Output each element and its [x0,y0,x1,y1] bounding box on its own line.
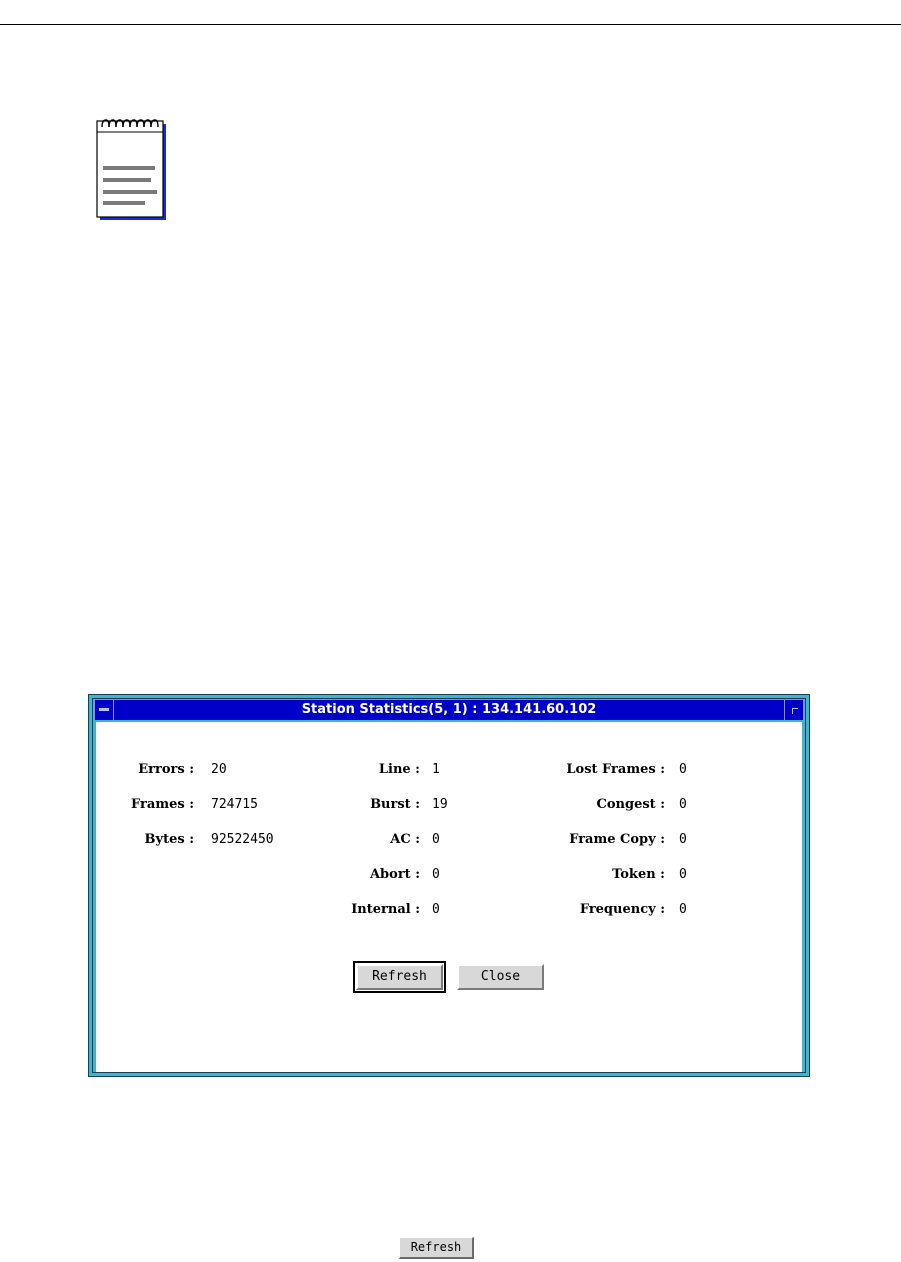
stat-value: 0 [679,902,687,917]
stat-value: 0 [432,867,440,882]
stat-label: AC : [390,832,420,847]
stat-label: Frames : [131,797,194,812]
window-maximize-button[interactable] [784,700,804,720]
stat-value: 724715 [211,797,258,812]
stat-label: Lost Frames : [566,762,665,777]
stat-label: Abort : [369,867,420,882]
window-titlebar[interactable] [94,700,804,720]
station-statistics-window [88,694,810,1077]
refresh-button-small[interactable]: Refresh [399,1237,474,1259]
stat-label: Bytes : [144,832,194,847]
stat-label: Line : [378,762,420,777]
page-header-rule [0,24,901,25]
stat-label: Frame Copy : [569,832,665,847]
stat-value: 0 [679,762,687,777]
stat-value: 0 [432,832,440,847]
stat-label: Errors : [138,762,194,777]
stat-label: Token : [612,867,665,882]
stat-label: Burst : [370,797,420,812]
stat-label: Internal : [351,902,420,917]
stat-value: 0 [679,832,687,847]
stat-value: 0 [432,902,440,917]
statistics-panel [96,722,802,1072]
notepad-icon [96,118,168,222]
stat-label: Frequency : [579,902,665,917]
stat-value: 92522450 [211,832,274,847]
stat-value: 20 [211,762,227,777]
stat-value: 0 [679,867,687,882]
stat-value: 0 [679,797,687,812]
stat-value: 1 [432,762,440,777]
refresh-button[interactable]: Refresh [356,964,443,990]
window-maximize-icon [792,708,798,714]
stat-value: 19 [432,797,448,812]
window-title: Station Statistics(5, 1) : 134.141.60.102 [301,702,597,717]
stat-label: Congest : [596,797,665,812]
close-button[interactable]: Close [457,964,544,990]
